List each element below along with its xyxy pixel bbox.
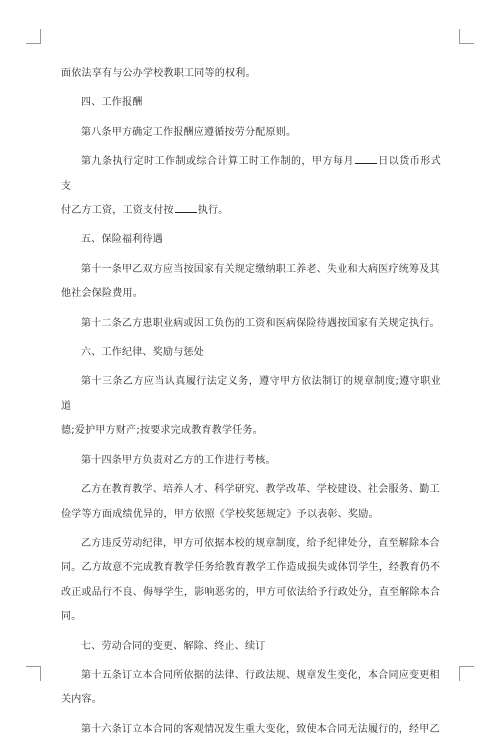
- clause-text: 改正或品行不良、侮辱学生，影响恶劣的，甲方可依法给予行政处分，直至解除本合: [61, 586, 441, 598]
- clause-text: 第十四条甲方负责对乙方的工作进行考核。: [81, 454, 276, 466]
- text-line: 面依法享有与公办学校教职工同等的权利。: [61, 68, 256, 79]
- clause-text-part: 执行。: [197, 205, 229, 217]
- clause-text: 第十一条甲乙双方应当按国家有关规定缴纳职工养老、失业和大病医疗统筹及其: [81, 263, 440, 275]
- clause-text: 第十三条乙方应当认真履行法定义务，遵守甲方依法制订的规章制度;遵守职业道: [61, 376, 441, 412]
- clause-text-part: 日以货币形式支: [61, 156, 441, 192]
- clause-text: 第十二条乙方患职业病或因工负伤的工资和医病保险待遇按国家有关规定执行。: [81, 317, 440, 329]
- document-body: [61, 62, 441, 742]
- clause-text: 同。乙方故意不完成教育教学任务给教育教学工作造成损失或体罚学生，经教育仍不: [61, 562, 441, 574]
- crop-mark-bottom-left: [26, 666, 41, 681]
- clause-text: 第十五条订立本合同所依据的法律、行政法规、规章发生变化，本合同应变更相: [81, 669, 440, 681]
- clause-text: 德;爱护甲方财产;按要求完成教育教学任务。: [61, 425, 263, 437]
- clause-text: 乙方在教育教学、培养人才、科学研究、教学改革、学校建设、社会服务、勤工: [81, 484, 440, 496]
- clause-text: 第八条甲方确定工作报酬应遵循按劳分配原则。: [81, 126, 297, 138]
- clause-text: [61, 150, 441, 199]
- crop-mark-top-left: [26, 29, 41, 44]
- section-heading: 六、工作纪律、奖励与惩处: [81, 347, 204, 359]
- clause-text: 第十六条订立本合同的客观情况发生重大变化，致使本合同无法履行的，经甲乙: [81, 723, 440, 735]
- clause-text: [61, 199, 441, 223]
- fill-in-blank: [175, 203, 197, 213]
- section-heading: 四、工作报酬: [81, 97, 143, 109]
- clause-text: 乙方违反劳动纪律，甲方可依据本校的规章制度，给予纪律处分，直至解除本合: [81, 537, 440, 549]
- clause-text-part: 第九条执行定时工作制或综合计算工时工作制的，甲方每月: [81, 156, 354, 168]
- clause-text: 他社会保险费用。: [61, 288, 143, 300]
- clause-text: 关内容。: [61, 694, 102, 706]
- clause-text: 同。: [61, 611, 82, 623]
- clause-text-part: 付乙方工资，工资支付按: [61, 205, 174, 217]
- crop-mark-bottom-right: [459, 666, 474, 681]
- crop-mark-top-right: [459, 29, 474, 44]
- section-heading: 五、保险福利待遇: [81, 234, 163, 246]
- section-heading: 七、劳动合同的变更、解除、终止、续订: [81, 640, 266, 652]
- clause-text: 俭学等方面成绩优异的，甲方依照《学校奖惩规定》予以表彰、奖励。: [61, 508, 379, 520]
- fill-in-blank: [355, 154, 377, 164]
